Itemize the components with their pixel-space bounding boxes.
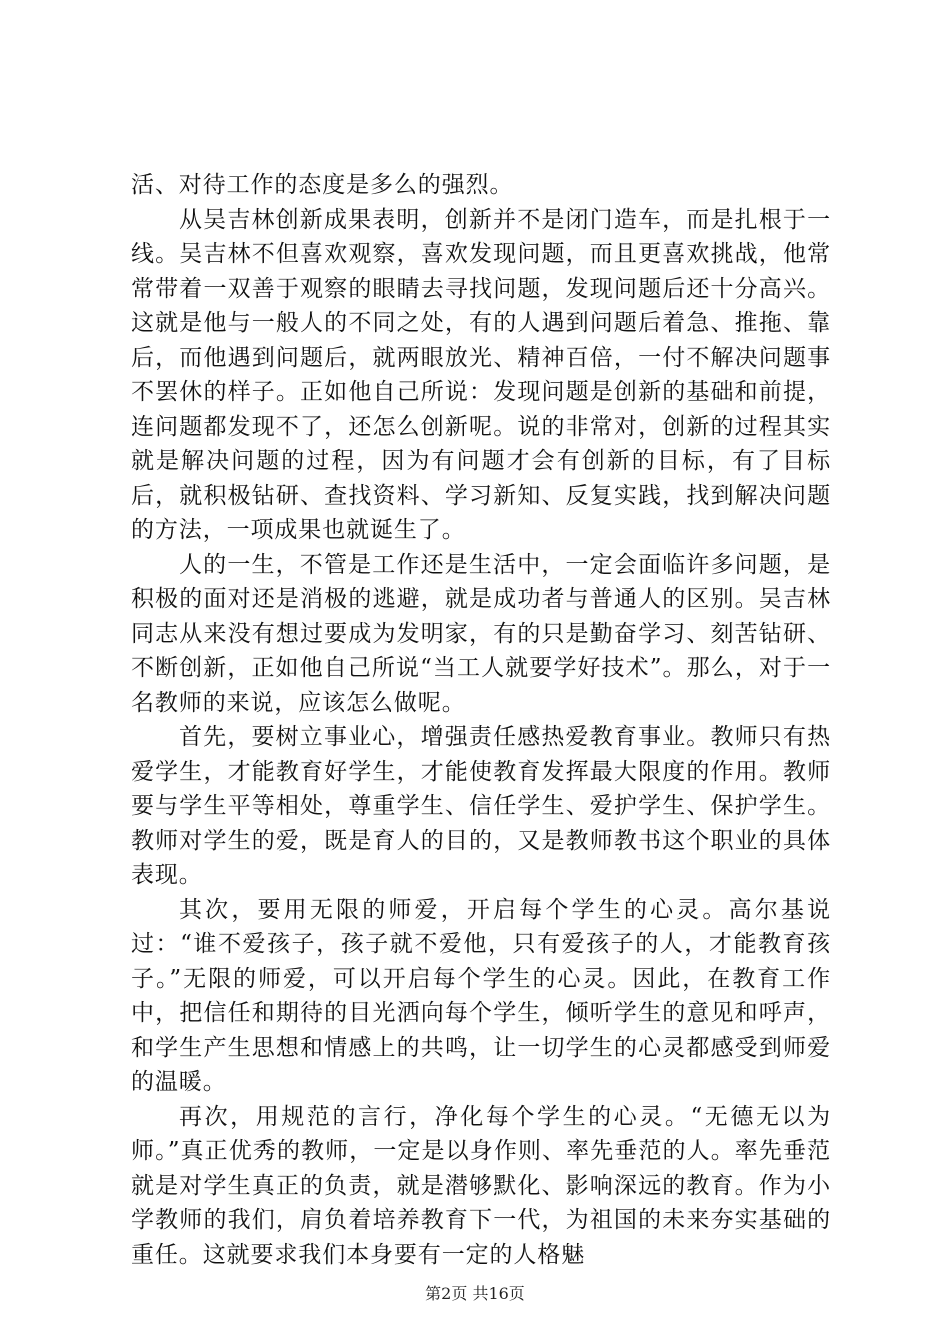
document-body [131,168,831,1272]
paragraph-4: 首先，要树立事业心，增强责任感热爱教育事业。教师只有热爱学生，才能教育好学生，才能使教育发挥最大限度的作用。教师要与学生平等相处，尊重学生、信任学生、爱护学生、保护学生。教师对学生的爱，既是育人的目的，又是教师教书这个职业的具体表现。 [131,724,831,888]
page-footer: 第2页 共16页 [425,1284,525,1303]
paragraph-2: 从吴吉林创新成果表明，创新并不是闭门造车，而是扎根于一线。吴吉林不但喜欢观察，喜欢发现问题，而且更喜欢挑战，他常常带着一双善于观察的眼睛去寻找问题，发现问题后还十分高兴。这就是他与一般人的不同之处，有的人遇到问题后着急、推拖、靠后，而他遇到问题后，就两眼放光、精神百倍，一付不解决问题事不罢休的样子。正如他自己所说：发现问题是创新的基础和前提，连问题都发现不了，还怎么创新呢。说的非常对，创新的过程其实就是解决问题的过程，因为有问题才会有创新的目标，有了目标后，就积极钻研、查找资料、学习新知、反复实践，找到解决问题的方法，一项成果也就诞生了。 [131,206,831,543]
paragraph-5: 其次，要用无限的师爱，开启每个学生的心灵。高尔基说过：“谁不爱孩子，孩子就不爱他，只有爱孩子的人，才能教育孩子。”无限的师爱，可以开启每个学生的心灵。因此，在教育工作中，把信任和期待的目光洒向每个学生，倾听学生的意见和呼声，和学生产生思想和情感上的共鸣，让一切学生的心灵都感受到师爱的温暖。 [131,896,831,1095]
paragraph-6: 再次，用规范的言行，净化每个学生的心灵。“无德无以为师。”真正优秀的教师，一定是以身作则、率先垂范的人。率先垂范就是对学生真正的负责，就是潜够默化、影响深远的教育。作为小学教师的我们，肩负着培养教育下一代，为祖国的未来夯实基础的重任。这就要求我们本身要有一定的人格魅 [131,1103,831,1268]
paragraph-1: 活、对待工作的态度是多么的强烈。 [131,172,514,198]
paragraph-3: 人的一生，不管是工作还是生活中，一定会面临许多问题，是积极的面对还是消极的逃避，就是成功者与普通人的区别。吴吉林同志从来没有想过要成为发明家，有的只是勤奋学习、刻苦钻研、不断创新，正如他自己所说“当工人就要学好技术”。那么，对于一名教师的来说，应该怎么做呢。 [131,551,831,716]
